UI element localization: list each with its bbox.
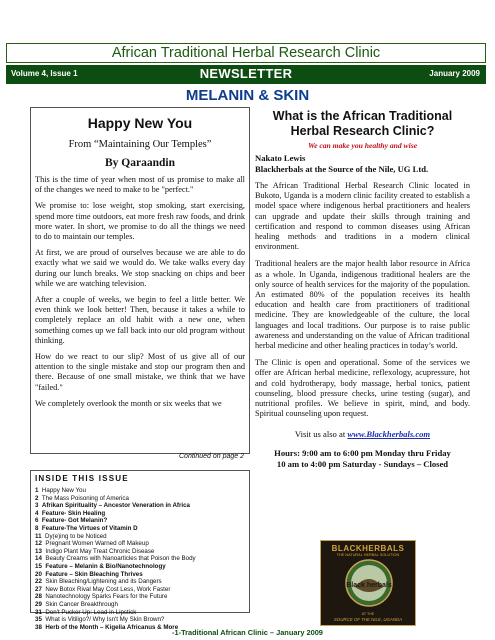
toc-page-number: 2	[35, 494, 39, 502]
article-paragraph: How do we react to our slip? Most of us give all of our attention to the single mistake and stop our program then and there. Because of one small mistake, we think that we have "failed."	[35, 352, 245, 392]
toc-page-number: 28	[35, 593, 42, 601]
toc-item[interactable]	[35, 578, 245, 586]
visit-prefix: Visit us also at	[294, 429, 348, 440]
toc-item[interactable]	[35, 548, 245, 556]
toc-item[interactable]	[35, 502, 245, 510]
toc-item-text: Afrikan Spirituality – Ancestor Veneration in Africa	[41, 502, 190, 510]
toc-item-text: Feature- Skin Healing	[41, 509, 106, 517]
toc-item-text: Don't Pucker Up: Lead in Lipstick	[45, 608, 137, 616]
toc-item-text: What is Vitiligo?/ Why Isn't My Skin Brown?	[45, 616, 165, 624]
toc-item-text: Herb of the Month – Kigelia Africanus & More	[45, 623, 179, 631]
page-footer: -1-Traditional African Clinic – January 2009	[172, 628, 323, 637]
website-link[interactable]: www.Blackherbals.com	[347, 429, 431, 440]
masthead	[6, 43, 486, 63]
toc-page-number: 35	[35, 616, 42, 624]
toc-item[interactable]	[35, 510, 245, 518]
toc-item[interactable]	[35, 487, 245, 495]
toc-page-number: 22	[35, 578, 42, 586]
toc-item[interactable]	[35, 609, 245, 617]
toc-page-number: 4	[35, 509, 39, 517]
issue-title: MELANIN & SKIN	[185, 87, 310, 104]
toc-item-text: Dy(e)ing to be Noticed	[45, 532, 107, 540]
toc-item-text: Happy New You	[41, 487, 86, 494]
toc-item[interactable]	[35, 616, 245, 624]
toc-page-number: 1	[35, 487, 39, 494]
toc-page-number: 27	[35, 585, 42, 593]
newsletter-bar	[6, 65, 486, 84]
toc-item-text: Skin Cancer Breakthrough	[45, 600, 118, 608]
toc-item-text: Nanotechnology Sparks Fears for the Future	[45, 593, 168, 601]
toc-item-text: Feature – Skin Bleaching Thrives	[45, 570, 143, 578]
toc-item-text: New Botox Rival May Cost Less, Work Faster	[45, 585, 171, 593]
toc-page-number: 14	[35, 555, 42, 563]
article-paragraph: After a couple of weeks, we begin to feel a little better. We even think we look better! Then, because it takes a while to completely replace an old habit with a new one, when something comes up we fall back into our old program without thinking.	[35, 295, 245, 345]
blackherbals-logo	[320, 540, 416, 626]
issue-date: January 2009	[429, 69, 480, 78]
inside-this-issue	[30, 470, 250, 631]
toc-item[interactable]	[35, 601, 245, 609]
title-line: Herbal Research Clinic?	[290, 124, 435, 138]
logo-subtitle: THE NATURAL HERBAL SOLUTION	[336, 553, 400, 557]
toc-page-number: 31	[35, 608, 42, 616]
toc-page-number: 12	[35, 540, 42, 548]
continued-link[interactable]: Continued on page 2	[179, 453, 244, 460]
toc-item-text: Indigo Plant May Treat Chronic Disease	[45, 547, 155, 555]
logo-at-the: AT THE	[361, 612, 375, 616]
toc-item-text: Feature-The Virtues of Vitamin D	[41, 524, 138, 532]
title-line: What is the African Traditional	[272, 109, 453, 123]
toc-title: INSIDE THIS ISSUE	[35, 474, 129, 483]
toc-item-text: Skin Bleaching/Lightening and its Dangers	[45, 578, 162, 586]
article-byline: By Qaraandin	[105, 157, 175, 169]
toc-page-number: 13	[35, 547, 42, 555]
toc-item-text: Pregnant Women Warned off Makeup	[45, 540, 149, 548]
toc-page-number: 20	[35, 570, 42, 578]
article-paragraph: The African Traditional Herbal Research Clinic located in Bukoto, Uganda is a modern clinic facility created to establish a model space where indigenous herbal practitioners and healers can upgrade and update their skills through training and certification and respond to common diseases using African healing methods and traditions in a modern clinical environment.	[255, 181, 470, 252]
article-paragraph: At first, we are proud of ourselves because we are able to do exactly what we said we would do. We take walks every day during our lunch breaks. We stop snacking on chips and beer while we are watching television.	[35, 248, 245, 288]
article-paragraph: We promise to: lose weight, stop smoking, start exercising, spend more time outdoors, eat more fresh raw foods, and drink more water. In short, we promise to do all the things we need to do to maintain our temples.	[35, 201, 245, 242]
author-name: Nakato Lewis	[255, 153, 306, 163]
visit-line	[255, 429, 470, 439]
toc-page-number: 29	[35, 600, 42, 608]
toc-page-number: 15	[35, 562, 42, 570]
logo-location: SOURCE OF THE NILE, UGANDA	[333, 617, 403, 622]
toc-page-number: 38	[35, 623, 42, 631]
article-paragraph: The Clinic is open and operational. Some of the services we offer are African herbal medicine, reflexology, acupressure, hot and cold hydrotherapy, body massage, herbal tonics, patient counseling, blood pressure checks, urine testing (sugar), and nutritional profiles. We believe in spirit, mind, and body. Spiritual counseling upon request.	[255, 358, 470, 419]
toc-item-text: Beauty Creams with Nanoarticles that Poison the Body	[45, 555, 196, 563]
newsletter-label: NEWSLETTER	[199, 66, 293, 81]
toc-item[interactable]	[35, 593, 245, 601]
tagline: We can make you healthy and wise	[307, 141, 418, 150]
toc-page-number: 3	[35, 502, 39, 510]
toc-item[interactable]	[35, 533, 245, 541]
logo-inner-text: Black herbals	[346, 582, 392, 589]
hours-weekend: 10 am to 4:00 pm Saturday - Sundays – Closed	[276, 459, 449, 470]
toc-page-number: 8	[35, 524, 39, 532]
article-paragraph: We completely overlook the month or six weeks that we	[35, 398, 222, 408]
toc-item[interactable]	[35, 540, 245, 548]
toc-item[interactable]	[35, 586, 245, 594]
author	[255, 153, 470, 174]
hours-weekday: Hours: 9:00 am to 6:00 pm Monday thru Friday	[274, 448, 451, 459]
toc-page-number: 6	[35, 517, 39, 525]
happy-new-you-article	[30, 107, 250, 454]
toc-item-text: Feature- Got Melanin?	[41, 517, 108, 525]
toc-item[interactable]	[35, 563, 245, 571]
article-title: Happy New You	[87, 115, 193, 131]
toc-item-text: Feature – Melanin & Bio/Nanotechnology	[45, 562, 166, 570]
toc-item[interactable]	[35, 517, 245, 525]
toc-item[interactable]	[35, 555, 245, 563]
article-paragraph: This is the time of year when most of us promise to make all of the changes we need to make to be "perfect."	[35, 175, 245, 195]
author-org: Blackherbals at the Source of the Nile, UG Ltd.	[255, 163, 429, 174]
toc-item[interactable]	[35, 571, 245, 579]
hours	[255, 448, 470, 470]
toc-item[interactable]	[35, 495, 245, 503]
volume-issue: Volume 4, Issue 1	[11, 69, 78, 78]
article-paragraph: Traditional healers are the major health labor resource in Africa as a whole. In Uganda, indigenous traditional healers are the only source of health services for the majority of the population. An estimated 80% of the population receives its health education and health care from practitioners of traditional medicine. They are knowledgeable of the culture, the local languages and local traditions. Our purpose is to raise public awareness and understanding on the value of African traditional herbal medicine and other healing practices in today’s world.	[255, 259, 470, 351]
toc-list	[35, 487, 245, 631]
toc-item-text: The Mass Poisoning of America	[41, 494, 129, 502]
clinic-name: African Traditional Herbal Research Clinic	[111, 45, 381, 61]
logo-title: BLACKHERBALS	[331, 544, 405, 553]
toc-page-number: 11	[35, 532, 42, 540]
article-source: From “Maintaining Our Temples”	[68, 139, 212, 150]
toc-item[interactable]	[35, 525, 245, 533]
clinic-article-title	[255, 109, 470, 139]
